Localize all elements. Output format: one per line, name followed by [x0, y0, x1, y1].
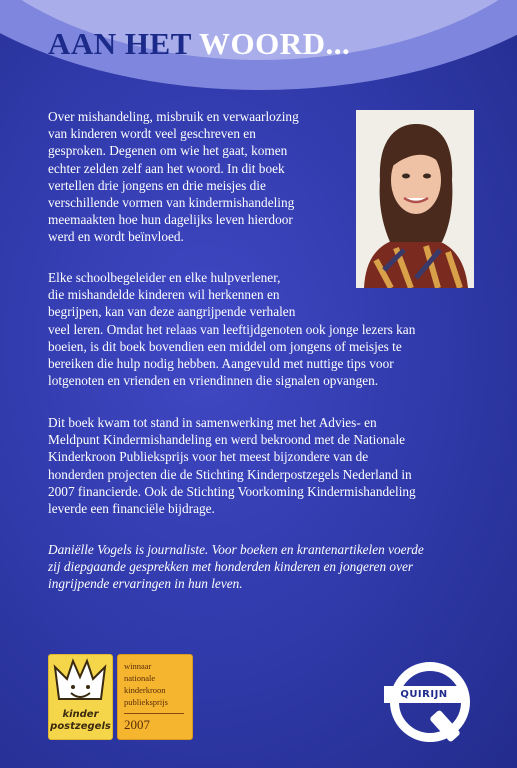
paragraph-line: die mishandelde kinderen wil herkennen en [48, 287, 280, 303]
cover-title [48, 26, 350, 62]
audience-paragraph [48, 269, 415, 389]
paragraph-line: 2007 financierde. Ook de Stichting Voorkoming Kindermishandeling [48, 483, 416, 499]
paragraph-line: meemaakten hoe hun dagelijks leven hierdoor [48, 212, 293, 228]
paragraph-line: Dit boek kwam tot stand in samenwerking met het Advies- en [48, 415, 377, 430]
postzegels-label: postzegels [50, 721, 111, 732]
paragraph-line: Over mishandeling, misbruik en verwaarlozing [48, 109, 299, 124]
award-line: kinderkroon [124, 685, 166, 695]
paragraph-line: veel leren. Omdat het relaas van leeftijdgenoten ook jonge lezers kan [48, 321, 416, 337]
paragraph-line: echter zelden zelf aan het woord. In dit boek [48, 160, 285, 176]
paragraph-line: Elke schoolbegeleider en elke hulpverlener, [48, 270, 281, 285]
award-paragraph [48, 414, 416, 517]
award-line: nationale [124, 673, 156, 683]
paragraph-line: gesproken. Degenen om wie het gaat, komen [48, 143, 288, 159]
paragraph-line: werd en wordt beïnvloed. [48, 229, 184, 245]
award-line: winnaar [124, 661, 152, 671]
paragraph-line: zij diepgaande gesprekken met honderden kinderen en jongeren over [48, 559, 414, 575]
award-year: 2007 [124, 713, 184, 733]
kinderkroon-award-badge [117, 654, 193, 740]
title-part-dark: AAN HET [48, 26, 192, 61]
paragraph-line: lotgenoten en vrienden en vriendinnen die signalen opvangen. [48, 373, 379, 389]
paragraph-line: verschillende vormen van kindermishandeling [48, 195, 295, 211]
paragraph-line: honderden projecten die de Stichting Kinderpostzegels Nederland in [48, 466, 412, 482]
paragraph-line: bereiken die hulp nodig hebben. Aangevuld met nuttige tips voor [48, 356, 394, 372]
intro-paragraph [48, 108, 299, 246]
author-photo [356, 110, 474, 288]
author-bio-paragraph [48, 541, 424, 593]
author-portrait-illustration [356, 110, 474, 288]
award-line: publieksprijs [124, 697, 168, 707]
paragraph-line: Meldpunt Kindermishandeling en werd bekroond met de Nationale [48, 432, 406, 448]
paragraph-line: van kinderen wordt veel geschreven en [48, 126, 256, 142]
paragraph-line: leverde een financiële bijdrage. [48, 501, 215, 517]
crown-icon [49, 655, 112, 711]
publisher-name: QUIRIJN [384, 686, 464, 703]
paragraph-line: begrijpen, kan van deze aangrijpende verhalen [48, 304, 296, 320]
kinder-label: kinder [62, 709, 99, 720]
paragraph-line: boeien, is dit boek bovendien een middel om jongens of meisjes te [48, 338, 402, 354]
kinderpostzegels-logo [48, 654, 113, 740]
publisher-logo [384, 660, 480, 740]
paragraph-line: vertellen drie jongens en drie meisjes die [48, 177, 266, 193]
paragraph-line: ingrijpende ervaringen in hun leven. [48, 576, 243, 592]
paragraph-line: Kinderkroon Publieksprijs voor het meest bijzondere van de [48, 449, 369, 465]
paragraph-line: Daniëlle Vogels is journaliste. Voor boeken en krantenartikelen voerde [48, 542, 424, 557]
title-part-light: WOORD... [199, 26, 351, 61]
